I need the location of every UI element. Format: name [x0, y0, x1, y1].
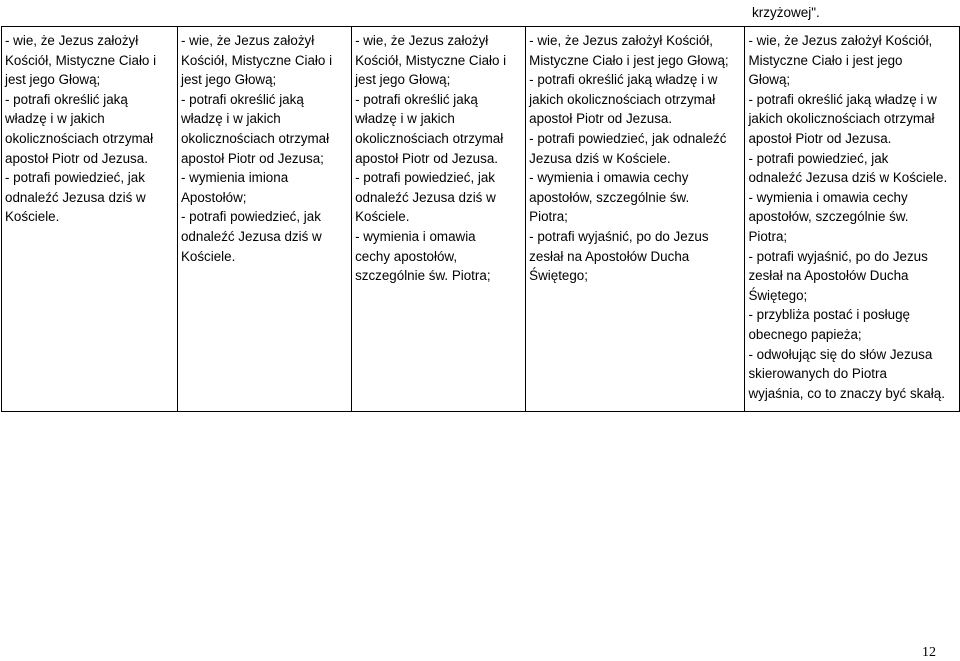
cell-line: - wymienia imiona: [180, 170, 289, 186]
table-cell-grade-3: [352, 27, 526, 412]
cell-line: odnaleźć Jezusa dziś w Kościele.: [748, 170, 948, 186]
table-cell-grade-5: [745, 27, 960, 412]
cell-line: - potrafi powiedzieć, jak: [180, 209, 321, 225]
cell-line: Mistyczne Ciało i jest jego: [748, 52, 903, 68]
cell-line: cechy apostołów,: [355, 248, 458, 264]
cell-line: apostoł Piotr od Jezusa.: [748, 130, 892, 146]
cell-line: - potrafi powiedzieć, jak: [5, 170, 145, 186]
cell-line: - potrafi określić jaką władzę i w: [748, 91, 937, 107]
cell-line: jakich okolicznościach otrzymał: [529, 91, 716, 107]
cell-line: - wymienia i omawia cechy: [748, 189, 908, 205]
cell-line: - wymienia i omawia cechy: [529, 170, 689, 186]
cell-line: apostołów, szczególnie św.: [748, 209, 909, 225]
cell-line: - wie, że Jezus założył: [5, 33, 139, 48]
cell-line: apostoł Piotr od Jezusa;: [180, 150, 324, 166]
cell-line: - potrafi wyjaśnić, po do Jezus: [748, 248, 928, 264]
cell-line: Kościół, Mistyczne Ciało i: [180, 52, 333, 68]
cell-text: [181, 31, 348, 266]
cell-line: Jezusa dziś w Kościele.: [529, 150, 671, 166]
cell-line: jakich okolicznościach otrzymał: [748, 111, 935, 127]
cell-line: - potrafi określić jaką: [355, 91, 478, 107]
cell-line: Apostołów;: [180, 189, 247, 205]
cell-line: Kościele.: [355, 209, 410, 225]
cell-line: odnaleźć Jezusa dziś w: [5, 189, 146, 205]
cell-line: - potrafi określić jaką: [5, 91, 128, 107]
table-cell-grade-2: [177, 27, 351, 412]
cell-line: Piotra;: [748, 228, 788, 244]
cell-line: jest jego Głową;: [180, 72, 277, 88]
cell-line: apostołów, szczególnie św.: [529, 189, 690, 205]
cell-line: Kościele.: [180, 248, 236, 264]
table-row: [2, 27, 960, 412]
cell-text: [355, 31, 522, 286]
cell-line: - potrafi powiedzieć, jak: [355, 170, 495, 186]
cell-line: apostoł Piotr od Jezusa.: [529, 111, 673, 127]
cell-line: - potrafi wyjaśnić, po do Jezus: [529, 228, 709, 244]
cell-line: szczególnie św. Piotra;: [355, 268, 491, 284]
table-cell-grade-1: [2, 27, 178, 412]
cell-line: - wie, że Jezus założył Kościół,: [529, 33, 713, 48]
cell-line: - wie, że Jezus założył: [180, 33, 315, 48]
cell-line: Piotra;: [529, 209, 568, 225]
cell-line: zesłał na Apostołów Ducha: [748, 268, 909, 284]
cell-line: - wymienia i omawia: [355, 228, 476, 244]
cell-line: apostoł Piotr od Jezusa.: [5, 150, 148, 166]
cell-line: Świętego;: [748, 287, 808, 303]
cell-line: władzę i w jakich: [355, 111, 455, 127]
cell-line: władzę i w jakich: [5, 111, 105, 127]
cell-line: - potrafi powiedzieć, jak odnaleźć: [529, 130, 727, 146]
cell-line: okolicznościach otrzymał: [355, 130, 504, 146]
cell-line: - wie, że Jezus założył Kościół,: [748, 33, 933, 48]
cell-line: Kościół, Mistyczne Ciało i: [5, 52, 157, 68]
cell-line: Świętego;: [529, 268, 588, 284]
cell-line: - potrafi powiedzieć, jak: [748, 150, 889, 166]
cell-line: okolicznościach otrzymał: [180, 130, 330, 146]
cell-line: skierowanych do Piotra: [748, 366, 887, 382]
cell-line: odnaleźć Jezusa dziś w: [355, 189, 496, 205]
requirements-table: [1, 26, 960, 412]
cell-text: [748, 31, 956, 403]
cell-line: okolicznościach otrzymał: [5, 130, 154, 146]
cell-text: [529, 31, 741, 286]
cell-line: - odwołując się do słów Jezusa: [748, 346, 933, 362]
cell-line: obecnego papieża;: [748, 326, 862, 342]
cell-line: Kościół, Mistyczne Ciało i: [355, 52, 507, 68]
cell-line: apostoł Piotr od Jezusa.: [355, 150, 498, 166]
cell-line: władzę i w jakich: [180, 111, 281, 127]
cell-line: zesłał na Apostołów Ducha: [529, 248, 690, 264]
cell-line: Głową;: [748, 72, 791, 88]
cell-line: wyjaśnia, co to znaczy być skałą.: [748, 385, 945, 401]
cell-line: Kościele.: [5, 209, 60, 225]
cell-line: - potrafi określić jaką: [180, 91, 304, 107]
table-cell-grade-4: [526, 27, 745, 412]
page-number: 12: [922, 645, 936, 660]
cell-line: - potrafi określić jaką władzę i w: [529, 72, 718, 88]
cell-line: odnaleźć Jezusa dziś w: [180, 228, 322, 244]
cell-line: jest jego Głową;: [355, 72, 451, 88]
cell-text: [5, 31, 174, 227]
continued-text: krzyżowej".: [752, 5, 820, 20]
cell-line: Mistyczne Ciało i jest jego Głową;: [529, 52, 729, 68]
cell-line: - wie, że Jezus założył: [355, 33, 489, 48]
cell-line: - przybliża postać i posługę: [748, 307, 910, 323]
cell-line: jest jego Głową;: [5, 72, 101, 88]
